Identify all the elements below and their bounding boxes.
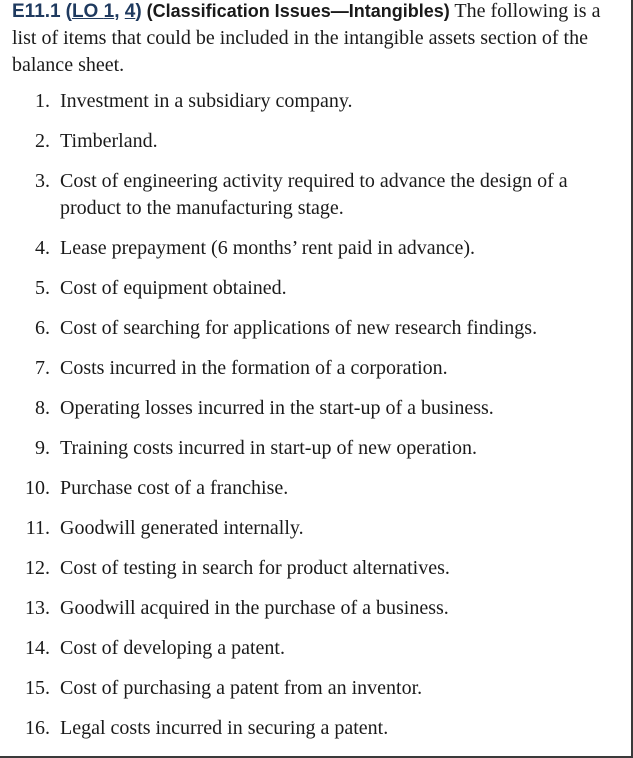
item-text: Cost of purchasing a patent from an inventor. [60,677,423,699]
lo-link-4[interactable]: 4 [124,1,136,22]
list-item [0,355,630,382]
item-number: 8. [35,397,50,419]
item-number: 4. [35,237,50,259]
list-item [0,88,630,115]
item-number: 14. [25,637,50,659]
item-text: Cost of searching for applications of new research findings. [60,317,538,339]
item-text: Lease prepayment (6 months’ rent paid in advance). [60,237,476,259]
item-number: 1. [35,90,50,112]
list-item [0,555,630,582]
list-item [0,315,630,342]
list-item [0,395,630,422]
item-number: 10. [25,477,50,499]
list-item [0,235,630,262]
exercise-code: E11.1 [12,1,61,22]
item-number: 16. [25,717,50,739]
exercise-intro [12,0,624,79]
lo-link-1[interactable]: 1 [103,1,115,22]
lo-separator: , [114,1,125,22]
list-item [0,515,630,542]
item-number: 2. [35,130,50,152]
lo-close: ) [135,1,142,22]
item-number: 9. [35,437,50,459]
item-text: Training costs incurred in start-up of new operation. [60,437,477,459]
items-list [0,88,630,755]
item-number: 11. [25,517,50,539]
exercise-heading: (Classification Issues—Intangibles) [146,1,450,21]
item-text: Cost of equipment obtained. [60,277,287,299]
lo-prefix: LO [71,1,104,22]
list-item [0,595,630,622]
list-item [0,128,630,155]
item-text: Costs incurred in the formation of a corporation. [60,357,448,379]
item-text: Goodwill generated internally. [60,517,304,539]
list-item [0,168,630,222]
item-number: 5. [35,277,50,299]
item-text: Cost of engineering activity required to advance the design of a product to the manufacturing stage. [60,170,568,219]
item-number: 7. [35,357,50,379]
item-text: Cost of developing a patent. [60,637,285,659]
item-number: 6. [35,317,50,339]
list-item [0,635,630,662]
item-text: Legal costs incurred in securing a patent. [60,717,389,739]
list-item [0,675,630,702]
list-item [0,715,630,742]
item-text: Purchase cost of a franchise. [60,477,289,499]
item-number: 3. [35,170,50,192]
list-item [0,435,630,462]
list-item [0,475,630,502]
list-item [0,275,630,302]
item-text: Cost of testing in search for product alternatives. [60,557,450,579]
item-number: 15. [25,677,50,699]
item-text: Goodwill acquired in the purchase of a business. [60,597,449,619]
lo-open: ( [65,1,72,22]
item-text: Operating losses incurred in the start-up of a business. [60,397,494,419]
item-number: 12. [25,557,50,579]
item-text: Timberland. [60,130,158,152]
item-number: 13. [25,597,50,619]
exercise-intro-text: The following is a list of items that could be included in the intangible assets section of the balance sheet. [12,0,601,76]
item-text: Investment in a subsidiary company. [60,90,353,112]
